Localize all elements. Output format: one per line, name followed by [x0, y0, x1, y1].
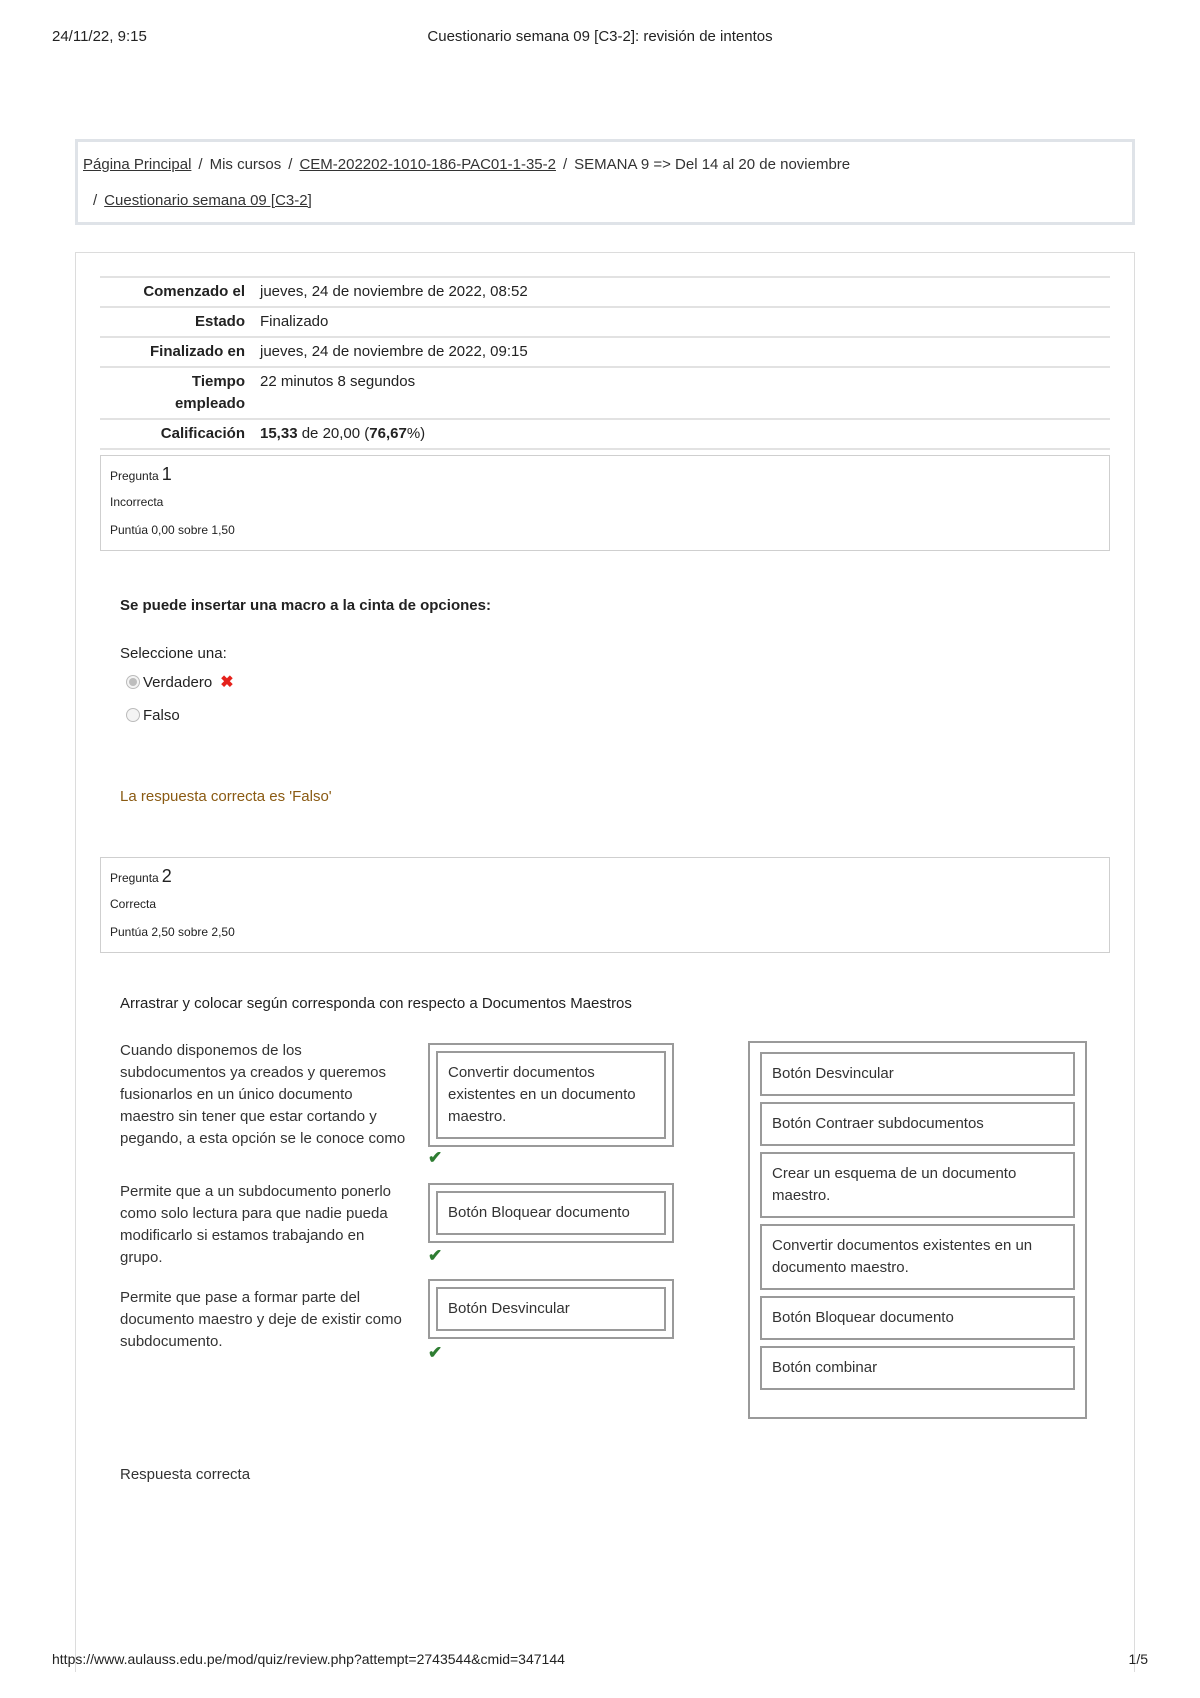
- question-points: Puntúa 0,00 sobre 1,50: [110, 523, 235, 537]
- question-1-text: Se puede insertar una macro a la cinta de opciones:: [120, 597, 491, 614]
- question-points: Puntúa 2,50 sobre 2,50: [110, 925, 235, 939]
- check-icon: ✔: [428, 1246, 443, 1265]
- summary-row-state: [100, 307, 1110, 337]
- print-datetime: 24/11/22, 9:15: [52, 28, 147, 45]
- summary-label: [100, 367, 255, 419]
- summary-label: Comenzado el: [143, 283, 245, 300]
- summary-row-finished: [100, 337, 1110, 367]
- question-info-1: [100, 455, 1110, 551]
- question-status: Correcta: [110, 897, 157, 911]
- option-label: Verdadero: [143, 673, 213, 691]
- breadcrumb-course-link[interactable]: CEM-202202-1010-186-PAC01-1-35-2: [299, 156, 556, 173]
- option-falso[interactable]: [126, 704, 180, 726]
- drag-stem-1: Cuando disponemos de los subdocumentos ya creados y queremos fusionarlos en un único documento maestro sin tener que estar cortando y pegando, a esta opción se le conoce como: [120, 1042, 406, 1147]
- correct-answer-feedback: La respuesta correcta es 'Falso': [120, 788, 332, 805]
- dropped-answer[interactable]: Botón Bloquear documento: [436, 1191, 666, 1235]
- drag-items-pool: [748, 1041, 1087, 1419]
- drop-zone-1[interactable]: [428, 1043, 674, 1147]
- drag-stem-3: Permite que pase a formar parte del documento maestro y deje de existir como subdocumento.: [120, 1289, 402, 1350]
- breadcrumb-week: SEMANA 9 => Del 14 al 20 de noviembre: [574, 156, 851, 173]
- check-icon: ✔: [428, 1343, 443, 1362]
- question-status: Incorrecta: [110, 495, 164, 509]
- question-info-2: [100, 857, 1110, 953]
- question-number-value: 1: [161, 464, 172, 484]
- breadcrumb-home-link[interactable]: Página Principal: [83, 156, 192, 173]
- question-number: [110, 864, 1100, 890]
- option-label: Falso: [143, 706, 180, 724]
- radio-selected-icon[interactable]: [126, 675, 140, 689]
- dropped-answer[interactable]: Botón Desvincular: [436, 1287, 666, 1331]
- summary-value: [255, 419, 1110, 449]
- option-verdadero[interactable]: [126, 671, 234, 693]
- breadcrumb-separator: /: [288, 156, 293, 173]
- drag-item[interactable]: Crear un esquema de un documento maestro.: [760, 1152, 1075, 1218]
- dropped-answer[interactable]: Convertir documentos existentes en un documento maestro.: [436, 1051, 666, 1139]
- drag-item[interactable]: Botón Bloquear documento: [760, 1296, 1075, 1340]
- radio-icon[interactable]: [126, 708, 140, 722]
- grade-suffix: %): [406, 425, 426, 442]
- summary-label: Calificación: [160, 425, 245, 442]
- print-title: Cuestionario semana 09 [C3-2]: revisión de intentos: [427, 28, 773, 45]
- drag-item[interactable]: Botón Contraer subdocumentos: [760, 1102, 1075, 1146]
- summary-label-line: empleado: [174, 395, 245, 412]
- question-2-result: Respuesta correcta: [120, 1466, 251, 1483]
- summary-value: Finalizado: [260, 313, 329, 330]
- breadcrumb-courses: Mis cursos: [209, 156, 282, 173]
- breadcrumb-separator: /: [562, 156, 568, 173]
- question-number-value: 2: [161, 866, 172, 886]
- breadcrumb-separator: /: [93, 192, 98, 209]
- drag-stem-2: Permite que a un subdocumento ponerlo como solo lectura para que nadie pueda modificarlo si estamos trabajando en grupo.: [120, 1183, 392, 1266]
- grade-score: 15,33: [260, 425, 298, 442]
- drop-zone-2[interactable]: [428, 1183, 674, 1243]
- print-header: [0, 28, 1200, 50]
- summary-value: jueves, 24 de noviembre de 2022, 09:15: [260, 343, 528, 360]
- summary-value: jueves, 24 de noviembre de 2022, 08:52: [260, 283, 528, 300]
- breadcrumb: [75, 139, 1135, 225]
- summary-label: Estado: [194, 313, 245, 330]
- question-number: [110, 462, 1100, 488]
- grade-of: de 20,00 (: [297, 425, 370, 442]
- drop-zone-3[interactable]: [428, 1279, 674, 1339]
- print-url: https://www.aulauss.edu.pe/mod/quiz/review.php?attempt=2743544&cmid=347144: [52, 1651, 565, 1667]
- drag-item[interactable]: Convertir documentos existentes en un documento maestro.: [760, 1224, 1075, 1290]
- print-page-number: 1/5: [1128, 1651, 1148, 1667]
- question-1-prompt: Seleccione una:: [120, 645, 227, 662]
- summary-row-started: [100, 277, 1110, 307]
- breadcrumb-quiz-link[interactable]: Cuestionario semana 09 [C3-2]: [104, 192, 312, 209]
- question-label: Pregunta: [110, 871, 159, 885]
- check-icon: ✔: [428, 1148, 443, 1167]
- question-label: Pregunta: [110, 469, 159, 483]
- summary-row-grade: [100, 419, 1110, 449]
- question-2-text: Arrastrar y colocar según corresponda con respecto a Documentos Maestros: [120, 995, 632, 1012]
- drag-item[interactable]: Botón combinar: [760, 1346, 1075, 1390]
- attempt-summary-table: [100, 276, 1110, 450]
- summary-label: Finalizado en: [149, 343, 245, 360]
- incorrect-icon: ✖: [220, 674, 234, 691]
- breadcrumb-separator: /: [198, 156, 203, 173]
- summary-value: 22 minutos 8 segundos: [260, 373, 416, 390]
- grade-percent: 76,67: [369, 425, 407, 442]
- print-footer: [0, 1651, 1200, 1673]
- summary-label-line: Tiempo: [191, 373, 245, 390]
- summary-row-time: [100, 367, 1110, 419]
- drag-item[interactable]: Botón Desvincular: [760, 1052, 1075, 1096]
